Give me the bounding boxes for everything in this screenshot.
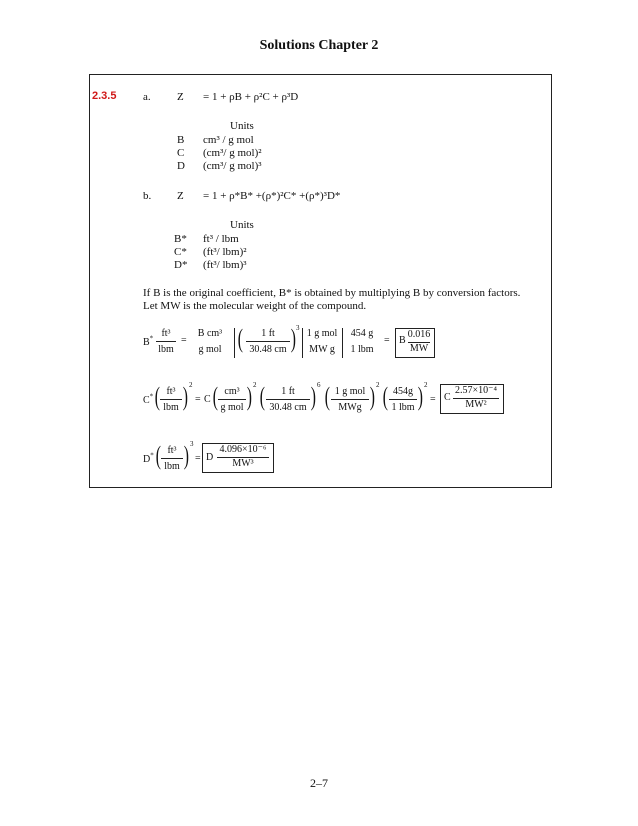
eqc-f2-den: 30.48 cm — [269, 402, 307, 413]
part-b-units-header: Units — [230, 219, 254, 231]
eqc-f3-den: MWg — [338, 402, 362, 413]
eqc-f3-exp: 2 — [376, 381, 380, 389]
eqd-lhs-den: lbm — [164, 461, 180, 472]
eqc-coef: C — [204, 394, 211, 405]
eqb-f4-num: 454 g — [350, 328, 374, 339]
part-b-sym-c: C* — [174, 246, 187, 258]
part-b-equation: = 1 + ρ*B* +(ρ*)²C* +(ρ*)³D* — [203, 190, 341, 202]
part-a-label: a. — [143, 91, 151, 103]
eqc-f2-num: 1 ft — [281, 386, 295, 397]
part-a-equation: = 1 + ρB + ρ²C + ρ³D — [203, 91, 299, 103]
eqb-f2-num: 1 ft — [261, 328, 275, 339]
part-b-label: b. — [143, 190, 152, 202]
part-a-unit-c: (cm³/ g mol)² — [203, 147, 262, 159]
eqd-lhs-exp: 3 — [190, 440, 194, 448]
eqd-lhs-num: ft³ — [167, 445, 177, 456]
eqc-f1-num: cm³ — [224, 386, 240, 397]
part-a-sym-b: B — [177, 134, 185, 146]
eqc-lhs-exp: 2 — [189, 381, 193, 389]
eqb-lhs-den: lbm — [158, 344, 174, 355]
text-line-2: Let MW is the molecular weight of the compound. — [143, 300, 367, 312]
eqb-result-coef: B — [399, 335, 406, 346]
eqb-f1-num: B cm³ — [197, 328, 223, 339]
eqc-result-num: 2.57×10⁻⁴ — [455, 385, 497, 396]
eqb-f2-den: 30.48 cm — [249, 344, 287, 355]
eqc-result-coef: C — [444, 392, 451, 403]
eqc-f4-num: 454g — [393, 386, 413, 397]
eqb-f3-num: 1 g mol — [306, 328, 338, 339]
part-a-sym-c: C — [177, 147, 185, 159]
eqd-result-den: MW³ — [232, 458, 254, 469]
eqc-f2-exp: 6 — [317, 381, 321, 389]
part-b-lhs: Z — [177, 190, 184, 202]
part-b-sym-b: B* — [174, 233, 187, 245]
part-a-units-header: Units — [230, 120, 254, 132]
part-a-unit-d: (cm³/ g mol)³ — [203, 160, 262, 172]
part-b-unit-d: (ft³/ lbm)³ — [203, 259, 247, 271]
eqc-f1-exp: 2 — [253, 381, 257, 389]
eqb-f4-den: 1 lbm — [350, 344, 374, 355]
page-number: 2–7 — [310, 776, 328, 790]
eqc-f4-den: 1 lbm — [391, 402, 415, 413]
eqd-result-num: 4.096×10⁻⁶ — [219, 444, 267, 455]
part-a-lhs: Z — [177, 91, 184, 103]
eqb-f3-den: MW g — [309, 344, 335, 355]
page-title: Solutions Chapter 2 — [259, 38, 379, 53]
eqd-result-coef: D — [206, 452, 214, 463]
eqb-lhs-num: ft³ — [161, 328, 171, 339]
eqb-result-num: 0.016 — [407, 329, 431, 340]
eqc-result-den: MW² — [465, 399, 487, 410]
solution-box — [89, 74, 552, 488]
eqc-f3-num: 1 g mol — [334, 386, 366, 397]
eqc-lhs-num: ft³ — [166, 386, 176, 397]
eqb-f2-exp: 3 — [296, 324, 300, 332]
eqc-f1-den: g mol — [220, 402, 244, 413]
eqb-f1-den: g mol — [198, 344, 222, 355]
eqb-result-den: MW — [409, 343, 429, 354]
part-b-sym-d: D* — [174, 259, 188, 271]
part-b-unit-b: ft³ / lbm — [203, 233, 239, 245]
eqc-f4-exp: 2 — [424, 381, 428, 389]
part-b-unit-c: (ft³/ lbm)² — [203, 246, 247, 258]
problem-number: 2.3.5 — [92, 90, 117, 102]
text-line-1: If B is the original coefficient, B* is obtained by multiplying B by conversion factors. — [143, 287, 521, 299]
part-a-unit-b: cm³ / g mol — [203, 134, 254, 146]
eqc-lhs-den: lbm — [163, 402, 179, 413]
part-a-sym-d: D — [177, 160, 185, 172]
